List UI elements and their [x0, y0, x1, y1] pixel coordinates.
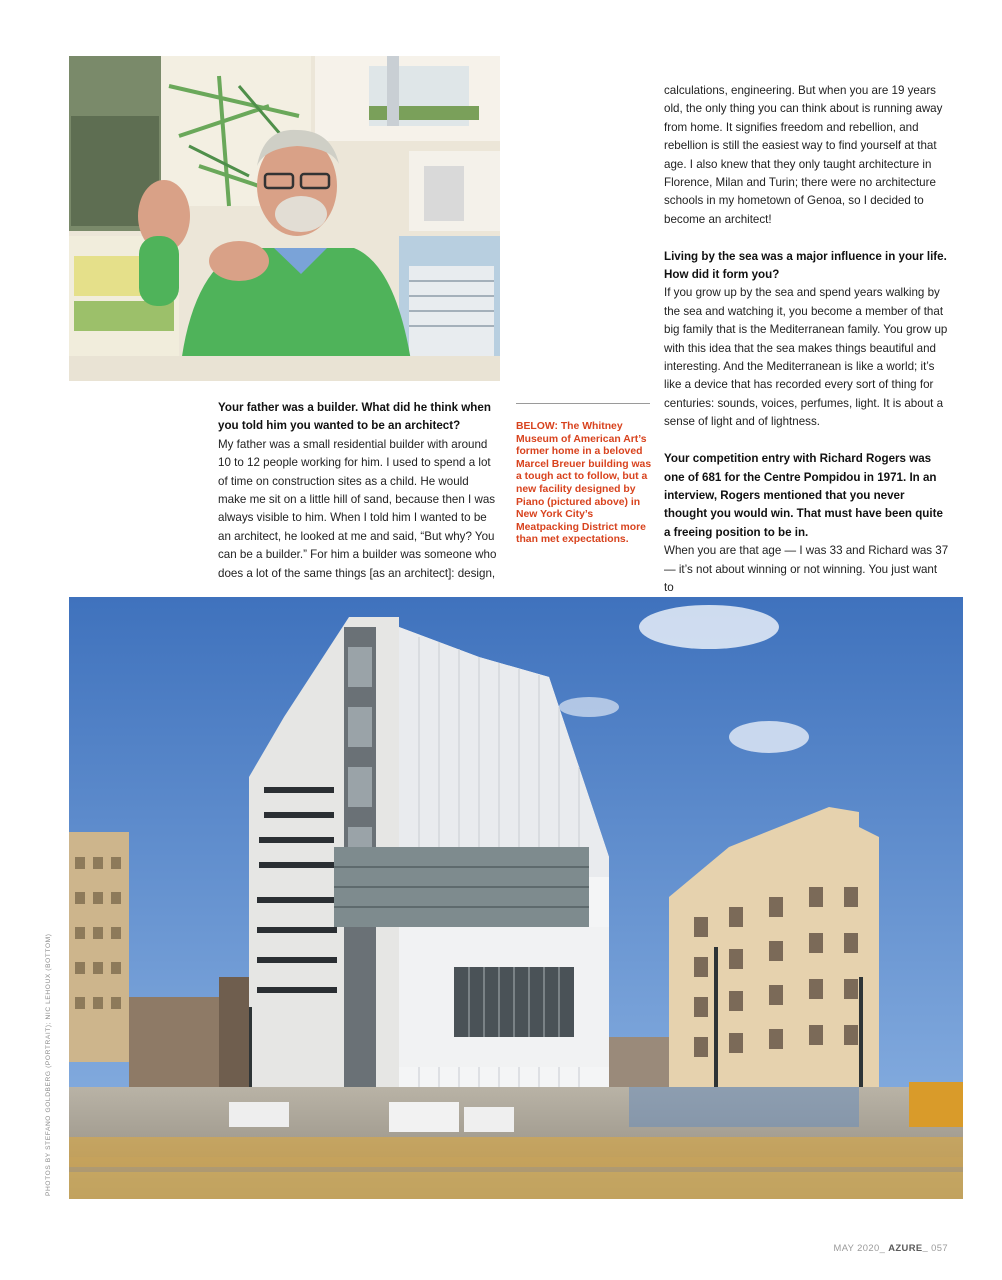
portrait-illustration — [69, 56, 500, 381]
question-living-by-sea: Living by the sea was a major influence in your life. How did it form you? — [664, 249, 947, 282]
folio-date: MAY 2020_ — [833, 1242, 886, 1253]
photo-caption: BELOW: The Whitney Museum of American Art’s former home in a beloved Marcel Breuer building was a tough act to follow, but a new facility designed by Piano (pictured above) in New York City’s Meatpacking District more than met expectations. — [516, 421, 652, 546]
caption-divider — [516, 403, 650, 404]
question-competition-entry: Your competition entry with Richard Rogers was one of 681 for the Centre Pompidou in 1971. In an interview, Rogers mentioned that you never thought you would win. That must have been quite a freeing position to be in. — [664, 452, 943, 539]
article-column-right — [664, 82, 949, 597]
photo-credit: PHOTOS BY STEFANO GOLDBERG (PORTRAIT); NIC LEHOUX (BOTTOM) — [45, 933, 52, 1196]
page-folio — [833, 1242, 948, 1253]
question-father-builder: Your father was a builder. What did he think when you told him you wanted to be an architect? — [218, 401, 491, 433]
article-column-left — [218, 399, 500, 583]
answer-competition-entry: When you are that age — I was 33 and Richard was 37 — it’s not about winning or not winning. You just want to — [664, 544, 949, 594]
answer-father-builder: My father was a small residential builder with around 10 to 12 people working for him. I used to spend a lot of time on construction sites as a child. He would make me sit on a little hill of sand, because then I was always visible to him. When I told him I wanted to be an architect, he looked at me and said, “But why? You can be a builder.” For him a builder was someone who does a lot of the same things [as an architect]: design, — [218, 437, 497, 580]
museum-building-photo — [69, 597, 963, 1199]
folio-magazine: AZURE_ — [888, 1242, 929, 1253]
answer-father-builder-continued: calculations, engineering. But when you are 19 years old, the only thing you can think about is running away from home. It signifies freedom and rebellion, and rebellion is still the easiest way to find yourself at that age. I also knew that they only taught architecture in Florence, Milan and Turin; there were no architecture schools in my hometown of Genoa, so I decided to become an architect! — [664, 84, 943, 226]
portrait-photo — [69, 56, 500, 381]
answer-living-by-sea: If you grow up by the sea and spend years walking by the sea and watching it, you become a member of that big family that is the Mediterranean family. You grow up with this idea that the sea makes things beautiful and interesting. And the Mediterranean is like a world; it’s like a device that has recorded every sort of thing for centuries: sounds, voices, perfumes, light. It is about a sense of light and of lightness. — [664, 286, 948, 429]
museum-illustration — [69, 597, 963, 1199]
folio-page-number: 057 — [931, 1242, 948, 1253]
